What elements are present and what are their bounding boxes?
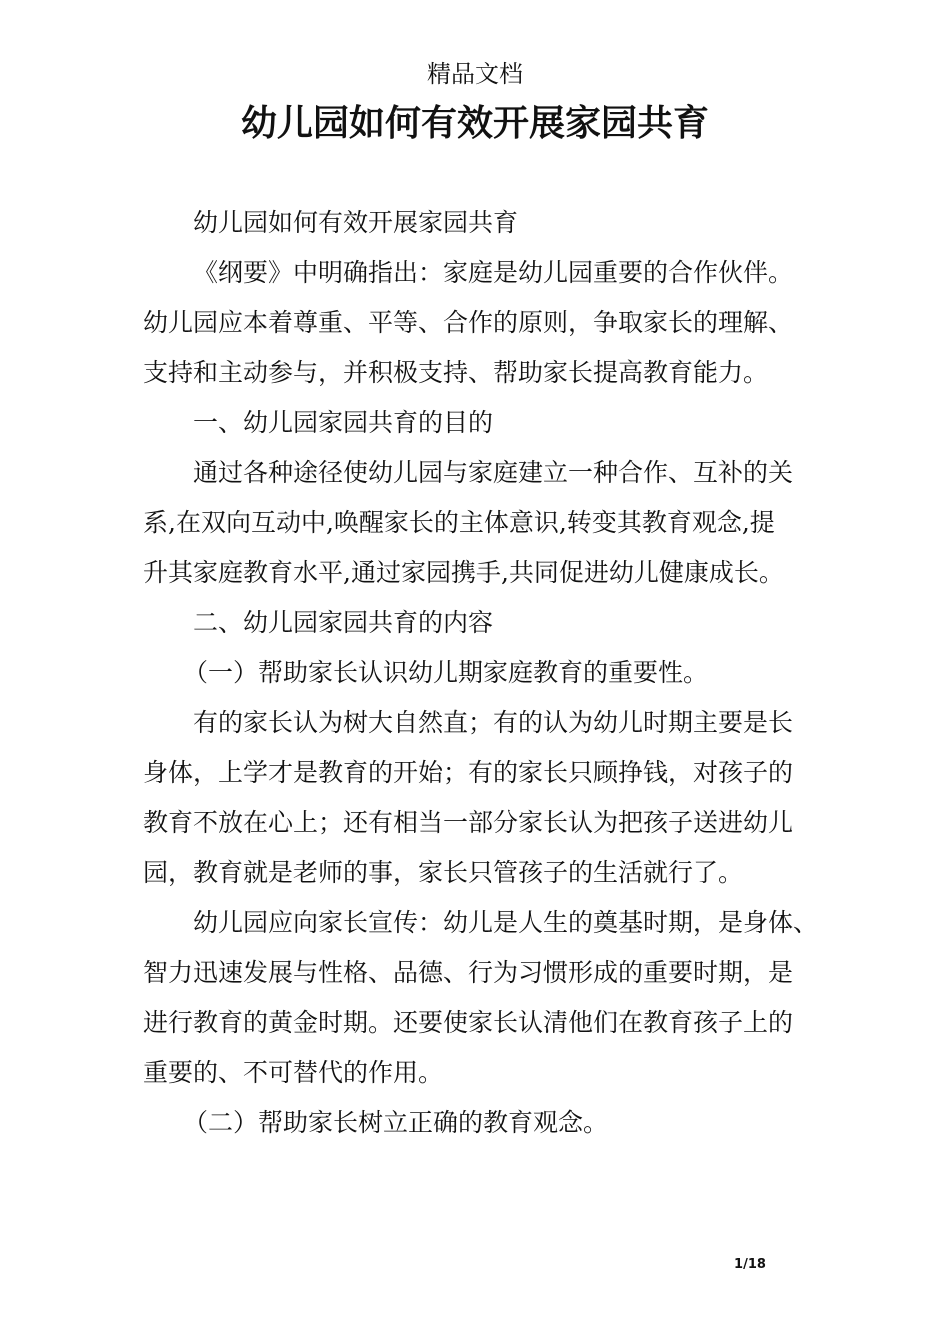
document-body [143,198,828,1148]
document-title: 幼儿园如何有效开展家园共育 [240,103,709,144]
subsection-heading: （二）帮助家长树立正确的教育观念。 [183,1108,609,1137]
body-line: 进行教育的黄金时期。还要使家长认清他们在教育孩子上的 [143,1008,794,1037]
body-line: 《纲要》中明确指出：家庭是幼儿园重要的合作伙伴。 [193,258,794,287]
body-line: 幼儿园应本着尊重、平等、合作的原则，争取家长的理解、 [143,308,794,337]
section-heading: 一、幼儿园家园共育的目的 [193,408,494,437]
body-line: 幼儿园如何有效开展家园共育 [193,208,519,237]
body-line: 智力迅速发展与性格、品德、行为习惯形成的重要时期，是 [143,958,794,987]
body-line: 园，教育就是老师的事，家长只管孩子的生活就行了。 [143,858,744,887]
body-line: 有的家长认为树大自然直；有的认为幼儿时期主要是长 [193,708,794,737]
body-line: 幼儿园应向家长宣传：幼儿是人生的奠基时期，是身体、 [193,908,819,937]
header-label: 精品文档 [427,60,523,88]
body-line: 通过各种途径使幼儿园与家庭建立一种合作、互补的关 [193,458,794,487]
body-line: 升其家庭教育水平,通过家园携手,共同促进幼儿健康成长。 [143,558,784,587]
body-line: 教育不放在心上；还有相当一部分家长认为把孩子送进幼儿 [143,808,794,837]
body-line: 支持和主动参与，并积极支持、帮助家长提高教育能力。 [143,358,769,387]
subsection-heading: （一）帮助家长认识幼儿期家庭教育的重要性。 [183,658,709,687]
body-line: 重要的、不可替代的作用。 [143,1058,444,1087]
page-number: 1/18 [734,1257,766,1272]
body-line: 身体，上学才是教育的开始；有的家长只顾挣钱，对孩子的 [143,758,794,787]
section-heading: 二、幼儿园家园共育的内容 [193,608,494,637]
body-line: 系,在双向互动中,唤醒家长的主体意识,转变其教育观念,提 [143,508,775,537]
